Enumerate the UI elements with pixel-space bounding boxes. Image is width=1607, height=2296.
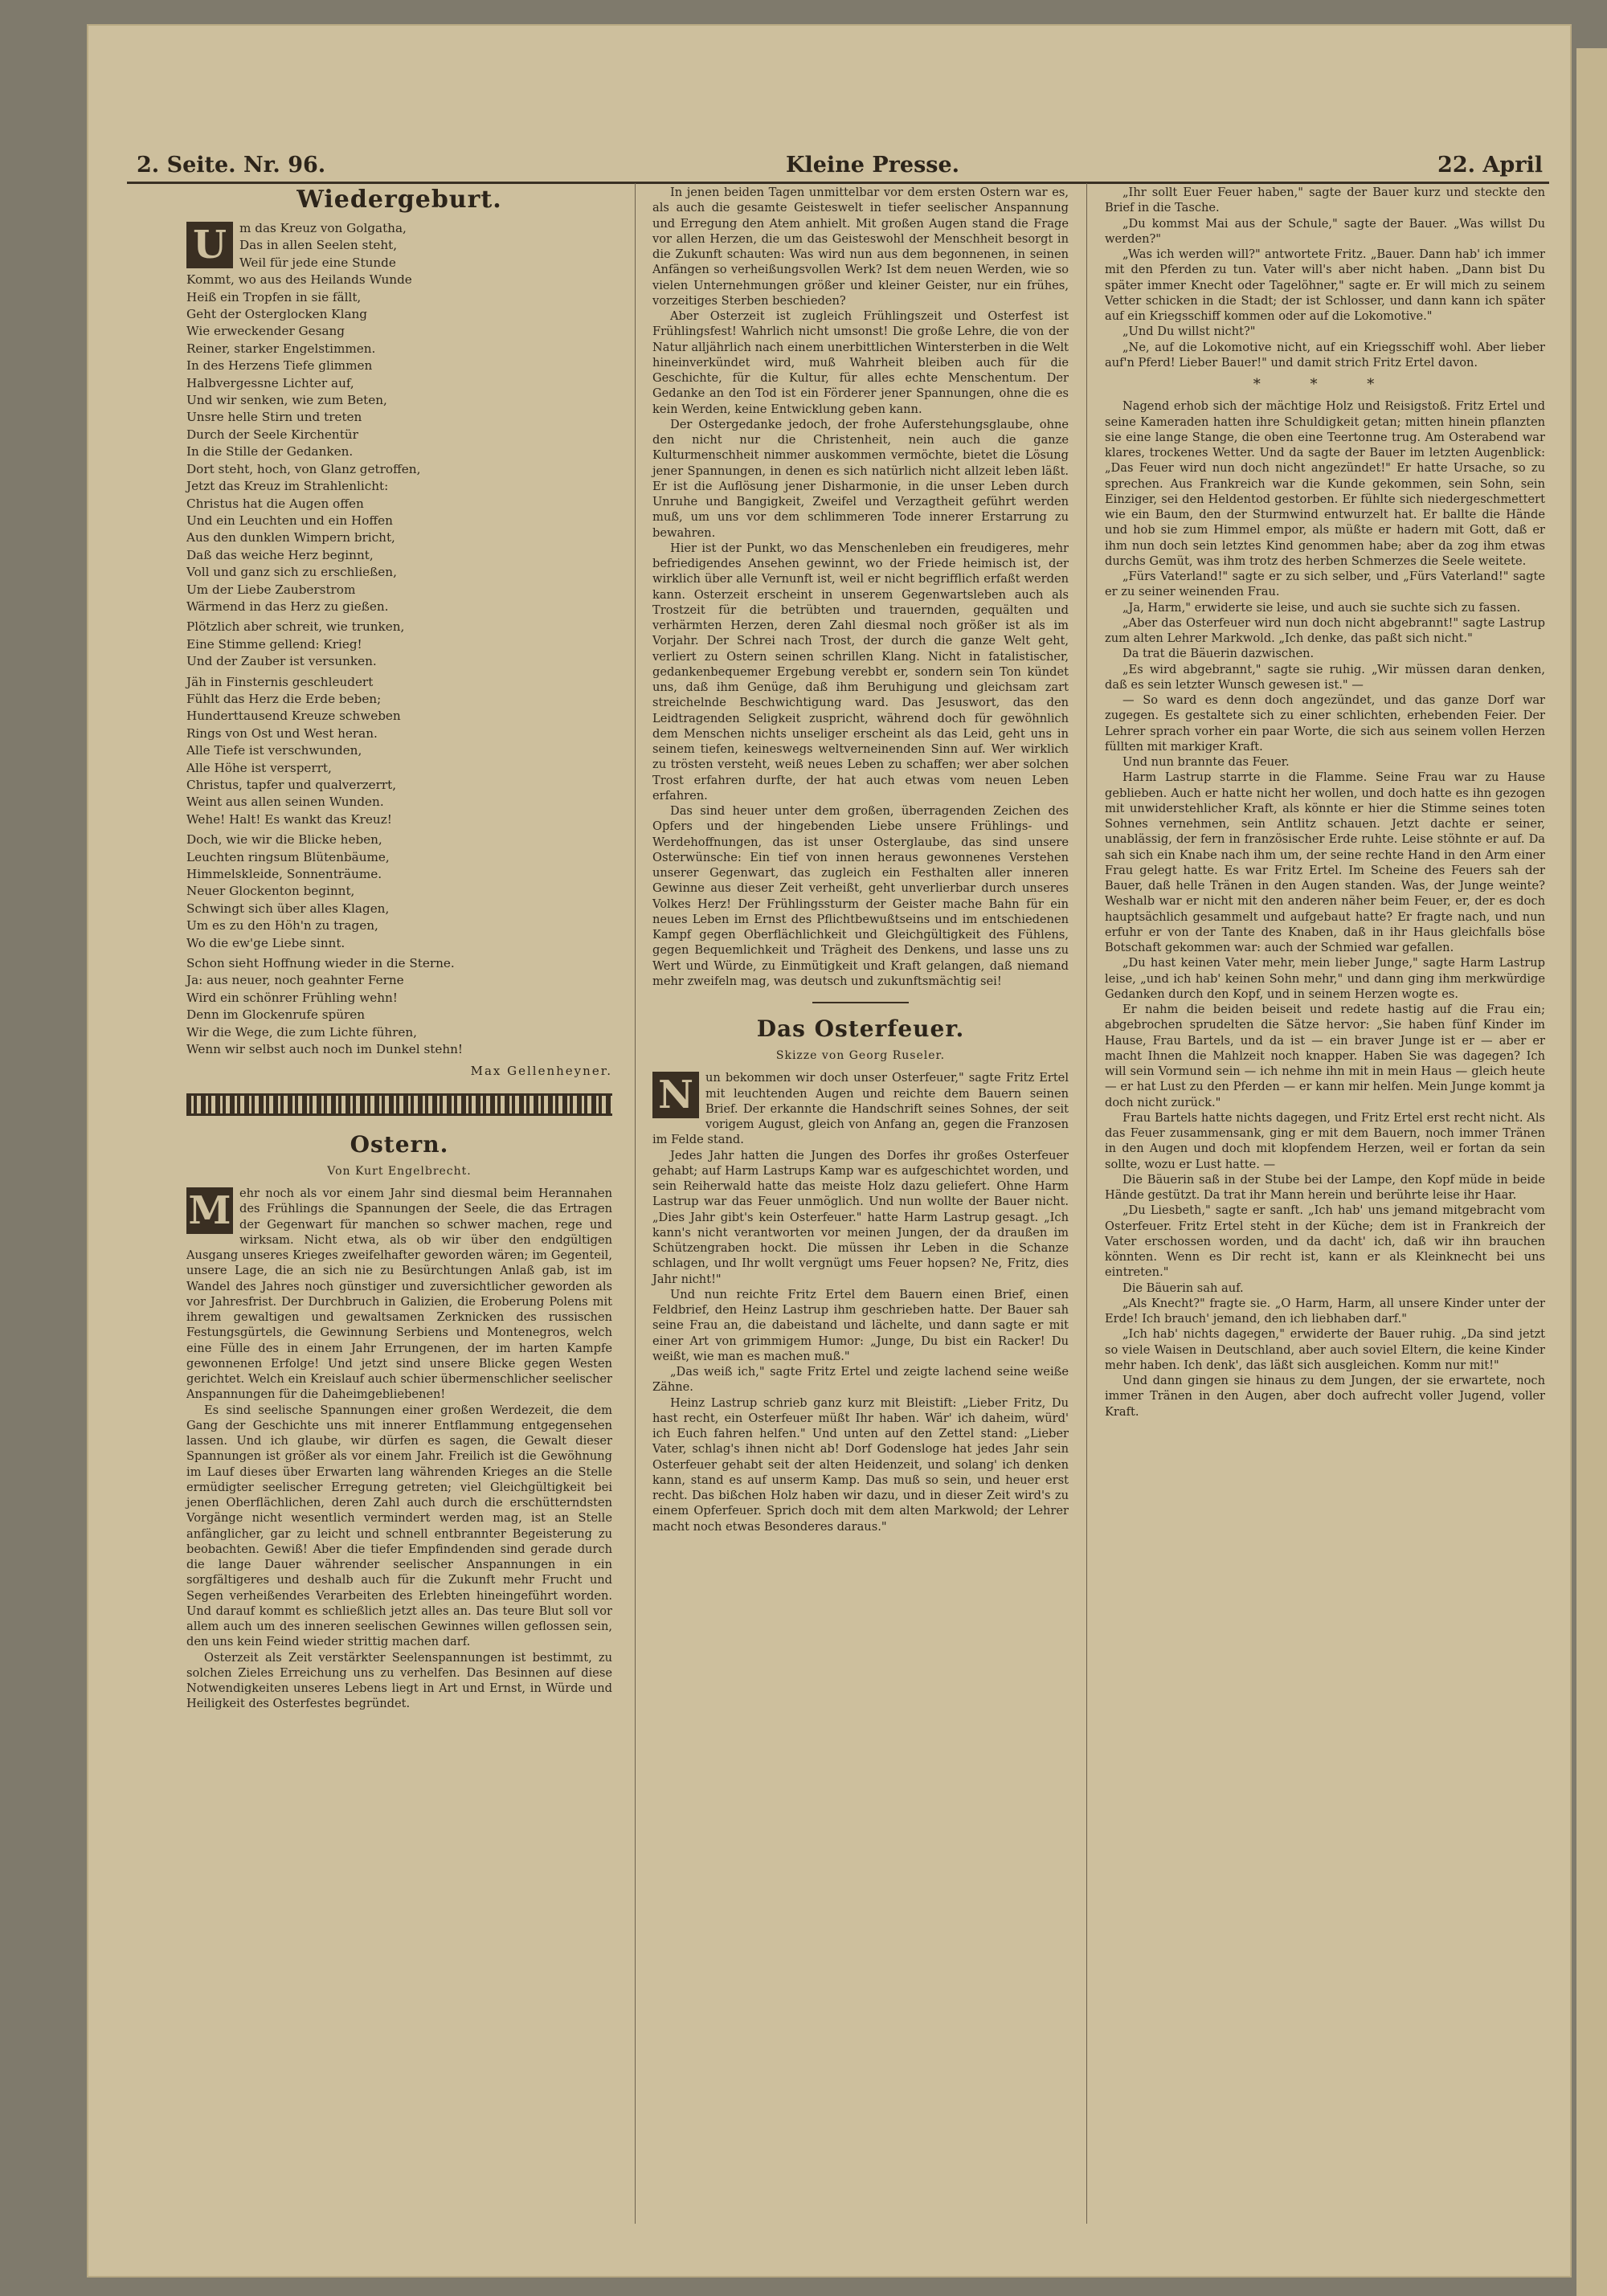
ostern-paragraph: Osterzeit als Zeit verstärkter Seelenspannungen ist bestimmt, zu solchen Zieles Erreichung uns zu verhelfen. Das Besinnen auf diese Notwendigkeiten unseres Lebens liegt in Art und Ernst, in Würde und Heiligkeit des Osterfestes begründet. xyxy=(186,1650,612,1711)
column-1 xyxy=(186,185,612,1712)
ostern-paragraph: Der Ostergedanke jedoch, der frohe Auferstehungsglaube, ohne den nicht nur die Christenheit, nein auch die ganze Kulturmenschheit nimmer auskommen vermöchte, bietet die Lösung jener Spannungen, in denen es sich natürlich nicht allzeit leben läßt. Er ist die Auflösung jener Disharmonie, in die unser Leben durch Unruhe und Bangigkeit, Zweifel und Verzagtheit geführt werden muß, um uns vor dem schlimmeren Tode innerer Erstarrung zu bewahren. xyxy=(652,417,1069,540)
osterfeuer-paragraph: „Aber das Osterfeuer wird nun doch nicht abgebrannt!" sagte Lastrup zum alten Lehrer Markwold. „Ich denke, das paßt sich nicht." xyxy=(1105,615,1545,645)
adjacent-page-edge xyxy=(1576,48,1607,2296)
column-2 xyxy=(652,185,1069,1534)
osterfeuer-paragraph: un bekommen wir doch unser Osterfeuer," sagte Fritz Ertel mit leuchtenden Augen und reichte dem Bauern seinen Brief. Der erkannte die Handschrift seines Sohnes, der seit vorigem August, gleich von Anfang an, gegen die Franzosen im Felde stand. xyxy=(652,1071,1069,1147)
osterfeuer-paragraph: „Als Knecht?" fragte sie. „O Harm, Harm, all unsere Kinder unter der Erde! Ich brauch' jemand, den ich liebhaben darf." xyxy=(1105,1296,1545,1326)
osterfeuer-article-part2 xyxy=(1105,398,1545,1420)
ostern-title: Ostern. xyxy=(350,1130,449,1158)
poem-line: Heiß ein Tropfen in sie fällt, xyxy=(186,289,362,304)
poem-line: Leuchten ringsum Blütenbäume, xyxy=(186,849,390,864)
poem-stanza xyxy=(186,674,612,829)
poem-line: Und wir senken, wie zum Beten, xyxy=(186,393,387,408)
osterfeuer-paragraph: „Du hast keinen Vater mehr, mein lieber Junge," sagte Harm Lastrup leise, „und ich hab' keinen Sohn mehr," und dann ging ihm merkwürdige Gedanken durch den Kopf, und in seinem Herzen wogte es. xyxy=(1105,956,1545,1001)
osterfeuer-paragraph: Die Bäuerin sah auf. xyxy=(1122,1281,1244,1295)
poem-line: Durch der Seele Kirchentür xyxy=(186,427,358,442)
osterfeuer-paragraph: Jedes Jahr hatten die Jungen des Dorfes ihr großes Osterfeuer gehabt; auf Harm Lastrups Kamp war es aufgeschichtet worden, und sein Reiherwald hatte das meiste Holz dazu geliefert. Ohne Harm Lastrup war das Feuer unmöglich. Und nun wollte der Bauer nicht. „Dies Jahr gibt's kein Osterfeuer." hatte Harm Lastrup gesagt. „Ich kann's nicht verantworten vor meinen Jungen, der da draußen im Schützengraben hockt. Die müssen ihr Leben in die Schanze schlagen, und Ihr wollt vergnügt ums Feuer hopsen? Ne, Fritz, dies Jahr nicht!" xyxy=(652,1148,1069,1286)
poem-line: Kommt, wo aus des Heilands Wunde xyxy=(186,272,412,288)
poem-line: Weil für jede eine Stunde xyxy=(239,255,396,270)
poem-line: Schon sieht Hoffnung wieder in die Sterne. xyxy=(186,956,455,971)
poem-line: Aus den dunklen Wimpern bricht, xyxy=(186,530,395,545)
osterfeuer-paragraph: „Was ich werden will?" antwortete Fritz. „Bauer. Dann hab' ich immer mit den Pferden zu tun. Vater will's aber nicht haben. „Dann bist Du später immer Knecht oder Tagelöhner," sagte er. Er will mich zu seinem Vetter schicken in die Stadt; der ist Schlosser, und dann kann ich später auf ein Kriegsschiff kommen oder auf die Lokomotive." xyxy=(1105,247,1545,323)
osterfeuer-paragraph: „Ne, auf die Lokomotive nicht, auf ein Kriegsschiff wohl. Aber lieber auf'n Pferd! Lieber Bauer!" und damit strich Fritz Ertel davon. xyxy=(1105,340,1545,370)
poem-line: Geht der Osterglocken Klang xyxy=(186,307,368,322)
poem-line: Um es zu den Höh'n zu tragen, xyxy=(186,918,378,934)
poem-line: Wird ein schönrer Frühling wehn! xyxy=(186,990,398,1005)
osterfeuer-paragraph: Die Bäuerin saß in der Stube bei der Lampe, den Kopf müde in beide Hände gestützt. Da trat ihr Mann herein und berührte leise ihr Haar. xyxy=(1105,1172,1545,1202)
osterfeuer-title: Das Osterfeuer. xyxy=(756,1015,965,1042)
poem-line: In die Stille der Gedanken. xyxy=(186,444,354,460)
poem-line: Plötzlich aber schreit, wie trunken, xyxy=(186,619,405,635)
poem-line: Jäh in Finsternis geschleudert xyxy=(186,674,374,689)
poem-line: Alle Höhe ist versperrt, xyxy=(186,760,332,775)
poem-line: Wir die Wege, die zum Lichte führen, xyxy=(186,1024,418,1040)
poem-line: Denn im Glockenrufe spüren xyxy=(186,1007,366,1023)
poem-line: Neuer Glockenton beginnt, xyxy=(186,884,355,899)
poem-stanza xyxy=(186,955,612,1058)
poem-line: Wenn wir selbst auch noch im Dunkel stehn! xyxy=(186,1042,464,1057)
osterfeuer-paragraph: Und nun reichte Fritz Ertel dem Bauern einen Brief, einen Feldbrief, den Heinz Lastrup ihm geschrieben hatte. Der Bauer sah seine Frau an, die dabeistand und lächelte, und dann sagte er mit einer Art von grimmigem Humor: „Junge, Du bist ein Racker! Du weißt, wie man es machen muß." xyxy=(652,1287,1069,1363)
poem-body xyxy=(186,220,612,1059)
osterfeuer-dropcap: N xyxy=(652,1072,699,1118)
poem-line: Halbvergessne Lichter auf, xyxy=(186,375,354,390)
osterfeuer-paragraph: „Fürs Vaterland!" sagte er zu sich selber, und „Fürs Vaterland!" sagte er zu seiner weinenden Frau. xyxy=(1105,570,1545,599)
poem-dropcap: U xyxy=(186,222,233,268)
poem-line: Wie erweckender Gesang xyxy=(186,324,345,339)
poem-line: Wehe! Halt! Es wankt das Kreuz! xyxy=(186,811,392,827)
osterfeuer-paragraph: „Ja, Harm," erwiderte sie leise, und auch sie suchte sich zu fassen. xyxy=(1122,600,1521,615)
poem-line: Fühlt das Herz die Erde beben; xyxy=(186,691,382,706)
column-rule-2 xyxy=(1086,183,1087,2224)
header-page-number: 2. Seite. Nr. 96. xyxy=(137,153,326,178)
poem-line: Um der Liebe Zauberstrom xyxy=(186,582,356,597)
ostern-article-part1 xyxy=(186,1186,612,1712)
section-stars: * * * xyxy=(1253,376,1397,393)
poem-line: Und ein Leuchten und ein Hoffen xyxy=(186,513,393,528)
osterfeuer-paragraph: Und dann gingen sie hinaus zu dem Jungen, der sie erwartete, noch immer Tränen in den Augen, aber doch aufrecht voller Jugend, voller Kraft. xyxy=(1105,1374,1545,1419)
header-date: 22. April xyxy=(1437,153,1543,178)
osterfeuer-paragraph: Frau Bartels hatte nichts dagegen, und Fritz Ertel erst recht nicht. Als das Feuer zusammensank, ging er mit dem Bauern, noch immer Tränen in den Augen und doch mit klopfendem Herzen, weil er fortan da sein sollte, wozu er Lust hatte. — xyxy=(1105,1110,1545,1171)
poem-stanza xyxy=(186,619,612,670)
section-rule xyxy=(812,1002,909,1003)
osterfeuer-paragraph: „Ihr sollt Euer Feuer haben," sagte der Bauer kurz und steckte den Brief in die Tasche. xyxy=(1105,186,1545,215)
ostern-paragraph: ehr noch als vor einem Jahr sind diesmal beim Herannahen des Frühlings die Spannungen der Seele, die das Ertragen der Gegenwart für manchen so schwer machen, rege und wirksam. Nicht etwa, als ob wir über den endgültigen Ausgang unseres Krieges zweifelhafter geworden wären; im Gegenteil, unsere Lage, die an sich nie zu Besürchtungen Anlaß gab, ist im Wandel des Jahres noch günstiger und zuversichtlicher geworden als vor Jahresfrist. Der Durchbruch in Galizien, die Eroberung Polens mit ihrem gewaltigen und gewaltsamen Zerknicken des russischen Festungsgürtels, die Gewinnung Serbiens und Montenegros, welch eine Fülle des in einem Jahr Errungenen, der im harten Kampfe gewonnenen Erfolge! Und jetzt sind unsere Blicke gegen Westen gerichtet. Welch ein Kreislauf auch schier übermenschlicher seelischer Anspannungen für die Daheimgebliebenen! xyxy=(186,1187,612,1402)
osterfeuer-paragraph: Nagend erhob sich der mächtige Holz und Reisigstoß. Fritz Ertel und seine Kameraden hatten ihre Schuldigkeit getan; mitten hinein pflanzten sie eine lange Stange, die oben eine Teertonne trug. Am Osterabend war klares, trockenes Wetter. Und da sagte der Bauer im letzten Augenblick: „Das Feuer wird nun doch nicht angezündet!" Er hatte Ursache, so zu sprechen. Aus Frankreich war die Kunde gekommen, sein Sohn, sein Einziger, sei den Heldentod gestorben. Er fühlte sich niedergeschmettert wie ein Baum, den der Sturmwind entwurzelt hat. Er ballte die Hände und hob sie zum Himmel empor, als müßte er hadern mit Gott, daß er ihm nun doch sein letztes Kind genommen habe; aber da zog ihm etwas durchs Gemüt, was ihm trotz des herben Schmerzes die Seele weitete. xyxy=(1105,399,1545,568)
ostern-paragraph: Das sind heuer unter dem großen, überragenden Zeichen des Opfers und der hingebenden Liebe unsere Frühlings- und Werdehoffnungen, das ist unser Osterglaube, das sind unsere Osterwünsche: Ein tief von innen heraus gewonnenes Verstehen unserer Gegenwart, das zugleich ein Festhalten aller inneren Gewinne aus dieser Zeit verheißt, geht unverlierbar durch unseres Volkes Herz! Der Frühlingssturm der Geister mache Bahn für ein neues Leben im Ernst des Pflichtbewußtseins und im entschiedenen Kampf gegen Oberflächlichkeit und Gleichgültigkeit des Fühlens, gegen Bequemlichkeit und Trägheit des Denkens, und lasse uns zu Wert und Würde, zu Einmütigkeit und Kraft gelangen, daß niemand mehr zweifeln mag, was deutsch und zukunftsmächtig sei! xyxy=(652,804,1069,988)
osterfeuer-paragraph: „Du Liesbeth," sagte er sanft. „Ich hab' uns jemand mitgebracht vom Osterfeuer. Fritz Ertel steht in der Küche; dem ist in Frankreich der Vater erschossen worden, und da dacht' ich, daß wir ihn brauchen könnten. Wenn es Dir recht ist, kann er als Kleinknecht bei uns eintreten." xyxy=(1105,1203,1545,1280)
poem-line: Und der Zauber ist versunken. xyxy=(186,654,377,669)
page-header xyxy=(127,149,1549,184)
poem-line: Weint aus allen seinen Wunden. xyxy=(186,795,384,810)
poem-line: Rings von Ost und West heran. xyxy=(186,725,378,741)
osterfeuer-byline: Skizze von Georg Ruseler. xyxy=(775,1049,946,1062)
poem-line: Wärmend in das Herz zu gießen. xyxy=(186,599,389,614)
poem-line: Jetzt das Kreuz im Strahlenlicht: xyxy=(186,479,389,494)
ostern-byline: Von Kurt Engelbrecht. xyxy=(327,1164,472,1178)
poem-line: Ja: aus neuer, noch geahnter Ferne xyxy=(186,973,404,988)
ostern-paragraph: In jenen beiden Tagen unmittelbar vor dem ersten Ostern war es, als auch die gesamte Geisteswelt in tiefer seelischer Anspannung und Erregung den Atem anhielt. Mit großen Augen stand die Frage vor allen Herzen, die um das Geisteswohl der Menschheit besorgt in die Zukunft schauten: Was wird nun aus dem begonnenen, in seinen Anfängen so verheißungsvollen Werk? Ist dem neuen Werden, wie so vielen Unternehmungen größer und kleiner Geister, nur ein frühes, vorzeitiges Sterben beschieden? xyxy=(652,186,1069,308)
poem-line: m das Kreuz von Golgatha, xyxy=(239,221,407,235)
poem-line: Doch, wie wir die Blicke heben, xyxy=(186,832,382,848)
osterfeuer-paragraph: Heinz Lastrup schrieb ganz kurz mit Bleistift: „Lieber Fritz, Du hast recht, ein Osterfeuer müßt Ihr haben. Wär' ich daheim, würd' ich Euch fahren helfen." Und unten auf den Zettel stand: „Lieber Vater, schlag's ihnen nicht ab! Dorf Godensloge hat jedes Jahr sein Osterfeuer gehabt seit der alten Heidenzeit, und solang' ich denken kann, stand es auf unserm Kamp. Das muß so sein, und heuer erst recht. Das bißchen Holz haben wir dazu, und in dieser Zeit wird's zu einem Opferfeuer. Sprich doch mit dem alten Markwold; der Lehrer macht noch etwas Besonderes daraus." xyxy=(652,1395,1069,1534)
poem-line: Das in allen Seelen steht, xyxy=(239,238,398,253)
ostern-paragraph: Es sind seelische Spannungen einer großen Werdezeit, die dem Gang der Geschichte uns mit innerer Entflammung entgegensehen lassen. Und ich glaube, wir dürfen es sagen, die Gewalt dieser Spannungen ist größer als vor einem Jahr. Freilich ist die Gewöhnung im Lauf dieses über Erwarten lang währenden Krieges an die Stelle ermüdigter seelischer Erregung getreten; viel Gleichgültigkeit bei jenen Oberflächlichen, deren Zahl auch durch die erschütterndsten Vorgänge nicht wesentlich vermindert werden mag, ist an Stelle anfänglicher, gar zu leicht und schnell entbrannter Begeisterung zu beobachten. Gewiß! Aber die tiefer Empfindenden sind gerade durch die lange Dauer währender seelischer Anspannungen in ein sorgfältigeres und deshalb auch für die Zukunft mehr Frucht und Segen verheißendes Verarbeiten des Erlebten hineingeführt worden. Und darauf kommt es schließlich jetzt alles an. Das teure Blut soll vor allem auch um des inneren seelischen Gewinnes willen geflossen sein, den uns kein Feind wieder strittig machen darf. xyxy=(186,1403,612,1649)
poem-line: Voll und ganz sich zu erschließen, xyxy=(186,565,397,580)
ostern-dropcap: M xyxy=(186,1187,233,1234)
osterfeuer-paragraph: „Und Du willst nicht?" xyxy=(1122,325,1256,339)
poem-line: Christus hat die Augen offen xyxy=(186,496,364,511)
poem-line: Christus, tapfer und qualverzerrt, xyxy=(186,778,397,792)
poem-line: Unsre helle Stirn und treten xyxy=(186,410,362,425)
osterfeuer-paragraph: „Du kommst Mai aus der Schule," sagte der Bauer. „Was willst Du werden?" xyxy=(1105,216,1545,246)
poem-line: Alle Tiefe ist verschwunden, xyxy=(186,743,362,758)
poem-title: Wiedergeburt. xyxy=(296,186,502,214)
poem-line: Himmelskleide, Sonnenträume. xyxy=(186,867,382,882)
poem-author: Max Gellenheyner. xyxy=(470,1063,612,1078)
osterfeuer-paragraph: Harm Lastrup starrte in die Flamme. Seine Frau war zu Hause geblieben. Auch er hatte nicht her wollen, und doch hatte es ihn gezogen mit unwiderstehlicher Kraft, als könnte er hier die Stimme seines toten Sohnes vernehmen, sein Antlitz schauen. Jetzt dachte er seiner, unablässig, der fern in französischer Erde ruhte. Leise stöhnte er auf. Da sah sich ein Knabe nach ihm um, der seine rechte Hand in den Arm einer Frau gelegt hatte. Es war Fritz Ertel. Im Scheine des Feuers sah der Bauer, daß helle Tränen in den Augen standen. Was, der Junge weinte? Weshalb war er nicht mit den anderen näher beim Feuer, er, der es doch hauptsächlich gesammelt und aufgebaut hatte? Er fragte nach, und nun erfuhr er von der Tante des Knaben, daß in ihr Haus gleichfalls böse Botschaft gekommen war: auch der Schmied war gefallen. xyxy=(1105,770,1545,954)
poem-line: Daß das weiche Herz beginnt, xyxy=(186,547,374,562)
poem-line: In des Herzens Tiefe glimmen xyxy=(186,358,373,374)
poem-line: Schwingt sich über alles Klagen, xyxy=(186,901,390,916)
poem-line: Reiner, starker Engelstimmen. xyxy=(186,341,376,356)
poem-stanza xyxy=(186,220,612,615)
osterfeuer-paragraph: „Ich hab' nichts dagegen," erwiderte der Bauer ruhig. „Da sind jetzt so viele Waisen in Deutschland, aber auch soviel Eltern, die keine Kinder mehr haben. Ich denk', das läßt sich ausgleichen. Komm nur mit!" xyxy=(1105,1327,1545,1372)
column-3 xyxy=(1105,185,1545,1420)
column-rule-1 xyxy=(635,183,636,2224)
poem-line: Dort steht, hoch, von Glanz getroffen, xyxy=(186,461,421,476)
poem-line: Hunderttausend Kreuze schweben xyxy=(186,709,401,724)
ornamental-divider xyxy=(186,1093,612,1116)
osterfeuer-paragraph: Da trat die Bäuerin dazwischen. xyxy=(1122,647,1315,661)
header-masthead: Kleine Presse. xyxy=(786,153,960,178)
ostern-paragraph: Hier ist der Punkt, wo das Menschenleben ein freudigeres, mehr befriedigendes Ansehen gewinnt, wo der Friede heimisch ist, der wirklich über alle Vernunft ist, weil er nicht begrifflich erfaßt werden kann. Osterzeit erscheint in unserem Gegenwartsleben auch als Trostzeit für die betrübten und trauernden, gequälten und verhärmten Herzen, deren Zahl diesmal noch größer ist als im Vorjahr. Der Schrei nach Trost, der durch die ganze Welt geht, verliert zu Ostern seinen schrillen Klang. Nicht in fatalistischer, gedankenbequemer Ergebung verebbt er, sondern sein Ton kündet uns, daß ihm Genüge, daß ihm Beruhigung und gleichsam zart streichelnde Beschwichtigung ward. Das Jesuswort, das den Leidtragenden Seligkeit zuspricht, während doch für gewöhnlich dem Menschen nichts unseliger erscheint als das Leid, geht uns in seinem tiefen, keineswegs weltverneinenden Sinn auf. Wer wirklich zu trösten versteht, weiß neues Leben zu schaffen; wer aber solchen Trost erfahren durfte, der hat auch etwas vom neuen Leben erfahren. xyxy=(652,541,1069,803)
osterfeuer-paragraph: Und nun brannte das Feuer. xyxy=(1122,755,1290,769)
ostern-paragraph: Aber Osterzeit ist zugleich Frühlingszeit und Osterfest ist Frühlingsfest! Wahrlich nicht umsonst! Die große Lehre, die von der Natur alljährlich nach einem unerbittlichen Wintersterben in die Welt hineinverkündet wird, muß Wahrheit bleiben auch für die Geschichte, für die Kultur, für alles echte Menschentum. Der Gedanke an den Tod ist ein Förderer jener Spannungen, ohne die es kein Werden, keine Entwicklung geben kann. xyxy=(652,309,1069,416)
osterfeuer-paragraph: „Es wird abgebrannt," sagte sie ruhig. „Wir müssen daran denken, daß es sein letzter Wunsch gewesen ist." — xyxy=(1105,662,1545,692)
poem-stanza xyxy=(186,831,612,952)
poem-line: Wo die ew'ge Liebe sinnt. xyxy=(186,935,346,950)
osterfeuer-paragraph: — So ward es denn doch angezündet, und das ganze Dorf war zugegen. Es gestaltete sich zu einer schlichten, erhebenden Feier. Der Lehrer sprach vorher ein paar Worte, die sich aus seinem vollen Herzen füllten mit markiger Kraft. xyxy=(1105,693,1545,754)
poem-line: Eine Stimme gellend: Krieg! xyxy=(186,636,362,652)
osterfeuer-paragraph: „Das weiß ich," sagte Fritz Ertel und zeigte lachend seine weiße Zähne. xyxy=(652,1365,1069,1395)
osterfeuer-paragraph: Er nahm die beiden beiseit und redete hastig auf die Frau ein; abgebrochen sprudelten die Sätze hervor: „Sie haben fünf Kinder im Hause, Frau Bartels, und da ist — ein braver Junge ist er — aber er macht Ihnen die Mahlzeit noch knapper. Haben Sie was dagegen? Ich will sein Vormund sein — ich nehme ihn mit in mein Haus — gleich heute — er hat Lust zu den Pferden — er kann mir helfen. Mein Junge kommt ja doch nicht zurück." xyxy=(1105,1003,1545,1109)
